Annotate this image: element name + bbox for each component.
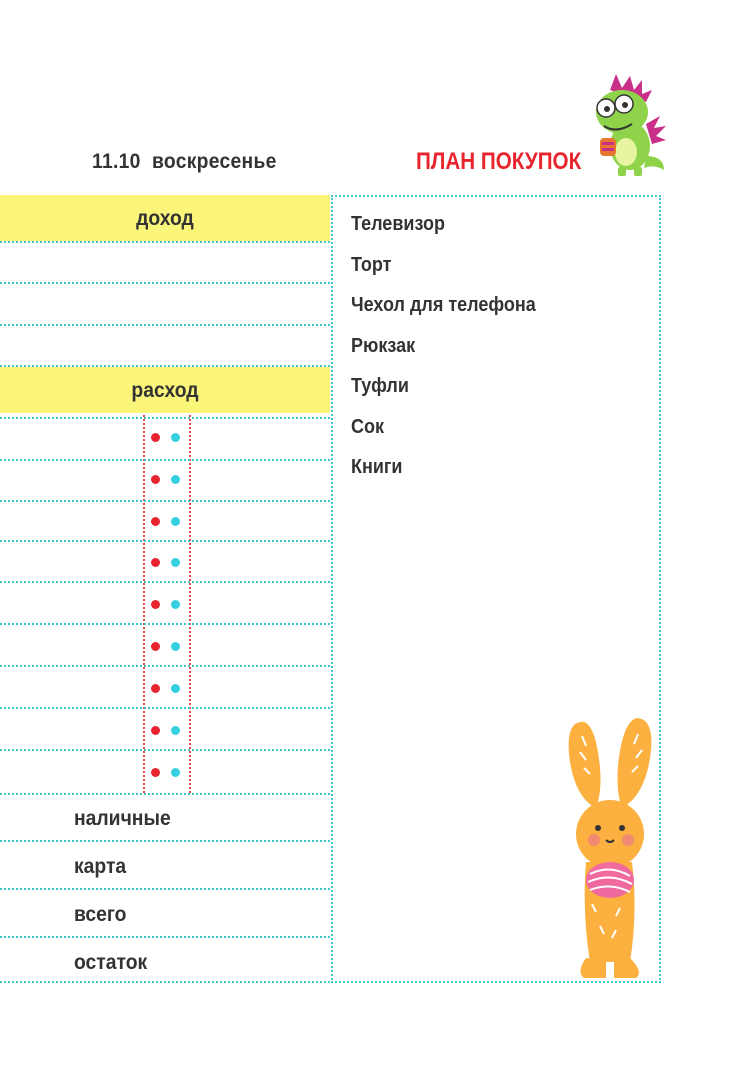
ledger-line: [0, 793, 330, 795]
ledger-line: [0, 500, 330, 502]
plan-item: Телевизор: [351, 213, 445, 235]
plan-item: Чехол для телефона: [351, 294, 536, 316]
ledger-line: [0, 324, 330, 326]
summary-card-label: карта: [74, 855, 127, 878]
ledger-line: [0, 665, 330, 667]
red-dot: [151, 558, 160, 567]
ledger-line: [0, 540, 330, 542]
ledger-line: [0, 707, 330, 709]
cyan-dot: [171, 558, 180, 567]
cyan-dot: [171, 726, 180, 735]
plan-item: Торт: [351, 254, 392, 276]
red-dot: [151, 642, 160, 651]
shopping-plan-title: ПЛАН ПОКУПОК: [416, 148, 582, 175]
red-dot: [151, 475, 160, 484]
cyan-dot: [171, 475, 180, 484]
ledger-line: [0, 241, 330, 243]
cyan-dot: [171, 684, 180, 693]
summary-total-label: всего: [74, 903, 127, 926]
plan-item: Книги: [351, 456, 403, 478]
cyan-dot: [171, 517, 180, 526]
ledger-line: [0, 282, 330, 284]
page-date: [92, 150, 277, 174]
summary-cash-label: наличные: [74, 807, 171, 830]
ledger-line: [0, 888, 330, 890]
ledger-line: [0, 581, 330, 583]
ledger-line: [0, 936, 330, 938]
cyan-dot: [171, 768, 180, 777]
dragon-icon: [580, 72, 670, 178]
date-weekday: воскресенье: [151, 150, 277, 173]
red-dot: [151, 517, 160, 526]
plan-item: Туфли: [351, 375, 409, 397]
cyan-dot: [171, 433, 180, 442]
cyan-dot: [171, 642, 180, 651]
ledger-line: [0, 417, 330, 419]
plan-item: Рюкзак: [351, 335, 416, 357]
ledger-line: [0, 749, 330, 751]
income-label: доход: [136, 207, 194, 230]
ledger-line: [0, 365, 330, 367]
red-dot: [151, 768, 160, 777]
ledger-line: [0, 623, 330, 625]
red-dot: [151, 433, 160, 442]
red-dot: [151, 600, 160, 609]
red-dot: [151, 726, 160, 735]
ledger-line: [0, 981, 330, 983]
red-dot: [151, 684, 160, 693]
bunny-icon: [556, 712, 660, 984]
ledger-line: [0, 459, 330, 461]
summary-balance-label: остаток: [74, 951, 148, 974]
expense-label: расход: [131, 379, 199, 402]
expense-band: [0, 367, 330, 413]
plan-item: Сок: [351, 416, 385, 438]
income-band: [0, 195, 330, 241]
ledger-line: [0, 840, 330, 842]
cyan-dot: [171, 600, 180, 609]
date-number: 11.10: [92, 150, 141, 173]
